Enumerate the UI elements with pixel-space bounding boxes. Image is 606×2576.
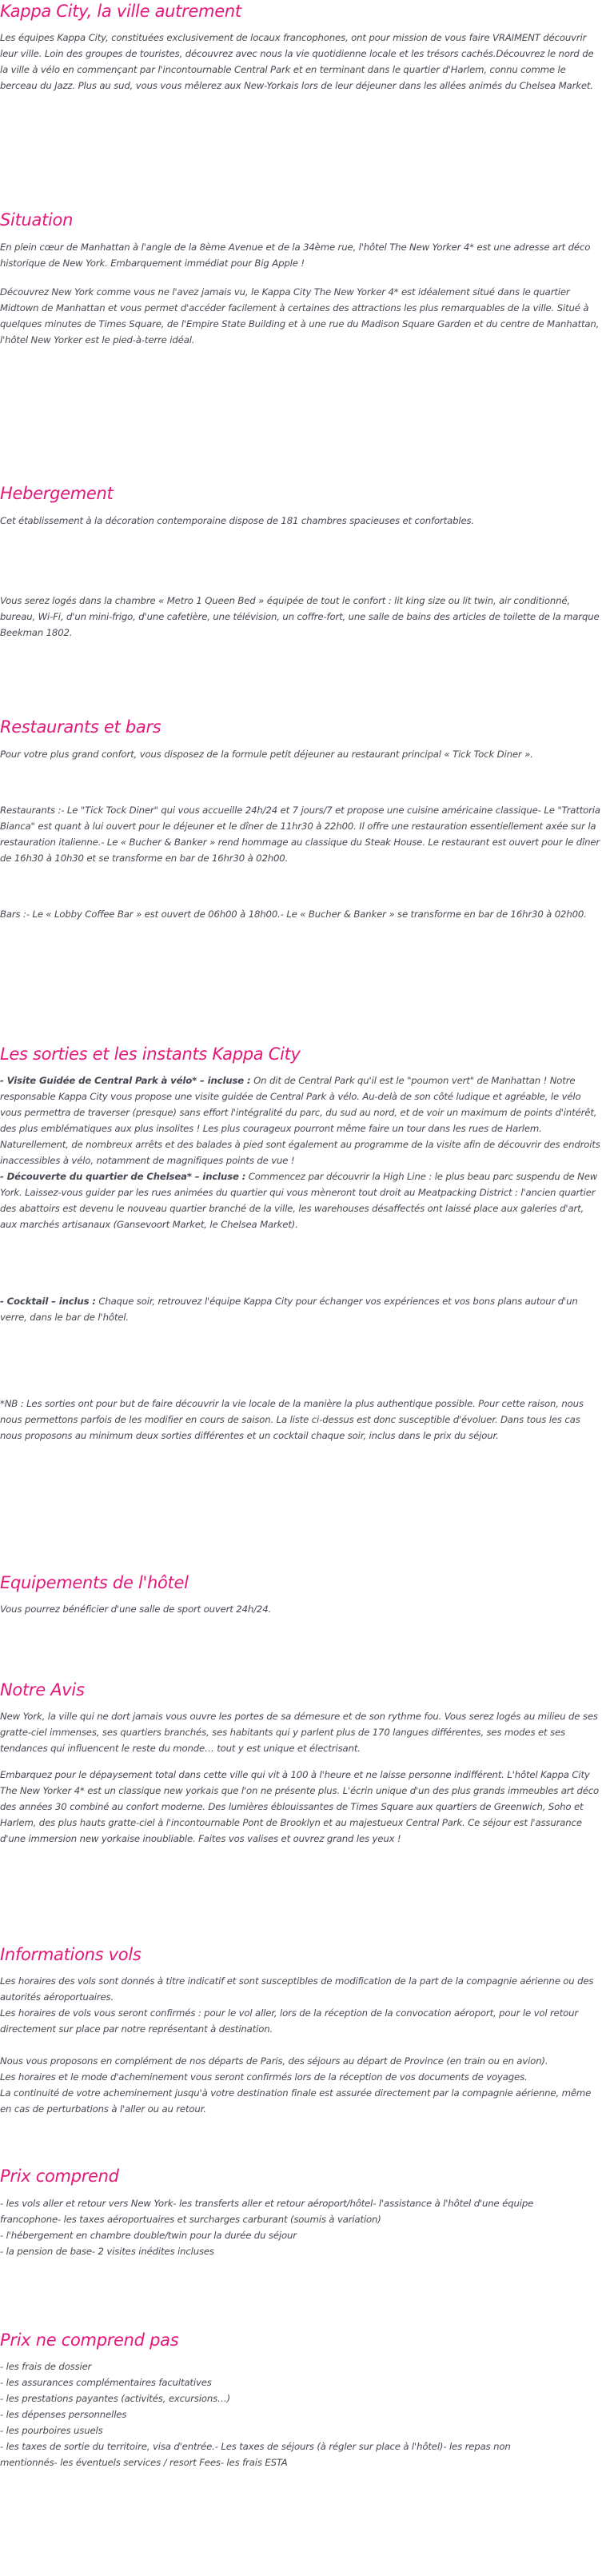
section-avis — [0, 1679, 601, 1847]
list-item: - les prestations payantes (activités, excursions…) — [0, 2393, 231, 2404]
prix-ne-comprend-list — [0, 2358, 601, 2470]
restaurants-paragraph-2: Restaurants :- Le "Tick Tock Diner" qui vous accueille 24h/24 et 7 jours/7 et propose une cuisine américaine classique- Le "Trattoria Bianca" est quant à lui ouvert pour le déjeuner et le dîner de 11hr30 à 22h00. Il offre une restauration essentiellement axée sur la restauration italienne.- Le « Bucher & Banker » rend hommage au classique du Steak House. Le restaurant est ouvert pour le dîner de 16h30 à 10h30 et se transforme en bar de 16hr30 à 02h00. — [0, 805, 600, 864]
section-sorties — [0, 1043, 601, 1444]
intro-paragraph: Les équipes Kappa City, constituées exclusivement de locaux francophones, ont pour mission de vous faire VRAIMENT découvrir leur ville. Loin des groupes de touristes, découvrez avec nous la vie quotidienne locale et les trésors cachés.Découvrez le nord de la ville à vélo en commençant par l'incontournable Central Park et en terminant dans le quartier d'Harlem, connu comme le berceau du Jazz. Plus au sud, vous vous mêlerez aux New-Yorkais lors de leur déjeuner dans les allées animés du Chelsea Market. — [0, 32, 594, 91]
section-hebergement — [0, 482, 601, 641]
section-vols — [0, 1943, 601, 2117]
situation-paragraph-2: Découvrez New York comme vous ne l'avez jamais vu, le Kappa City The New Yorker 4* est idéalement situé dans le quartier Midtown de Manhattan et vous permet d'accéder facilement à certaines des attractions les plus remarquables de la ville. Situé à quelques minutes de Times Square, de l'Empire State Building et à une rue du Madison Square Garden et du centre de Manhattan, l'hôtel New Yorker est le pied-à-terre idéal. — [0, 286, 600, 345]
sorties-paragraph-1 — [0, 1072, 601, 1232]
section-prix-ne-comprend — [0, 2329, 601, 2470]
section-prix-comprend — [0, 2165, 601, 2259]
section-equipements — [0, 1572, 601, 1617]
prix-comprend-list — [0, 2195, 601, 2259]
list-item: - les vols aller et retour vers New York- les transferts aller et retour aéroport/hôtel- l'assistance à l'hôtel d'une équipe — [0, 2198, 534, 2209]
vols-line: Les horaires de vols vous seront confirmés : pour le vol aller, lors de la réception de la convocation aéroport, pour le vol retour directement sur place par notre représentant à destination. — [0, 2007, 579, 2035]
section-intro — [0, 0, 601, 94]
situation-paragraph-1: En plein cœur de Manhattan à l'angle de la 8ème Avenue et de la 34ème rue, l'hôtel The New Yorker 4* est une adresse art déco historique de New York. Embarquement immédiat pour Big Apple ! — [0, 242, 591, 269]
restaurants-paragraph-3: Bars :- Le « Lobby Coffee Bar » est ouvert de 06h00 à 18h00.- Le « Bucher & Banker » se transforme en bar de 16hr30 à 02h00. — [0, 909, 587, 920]
activity-label-velo: - Visite Guidée de Central Park à vélo* – incluse : — [0, 1075, 251, 1086]
section-situation — [0, 209, 601, 348]
activity-text-cocktail: Chaque soir, retrouvez l'équipe Kappa City pour échanger vos expériences et vos bons plans autour d'un verre, dans le bar de l'hôtel. — [0, 1296, 578, 1323]
list-item: - les taxes de sortie du territoire, visa d'entrée.- Les taxes de séjours (à régler sur place à l'hôtel)- les repas non — [0, 2441, 511, 2452]
sorties-paragraph-2 — [0, 1293, 601, 1325]
list-item: - la pension de base- 2 visites inédites incluses — [0, 2246, 214, 2257]
equipements-paragraph: Vous pourrez bénéficier d'une salle de sport ouvert 24h/24. — [0, 1604, 272, 1615]
list-item: - les pourboires usuels — [0, 2425, 103, 2436]
section-title: Kappa City, la ville autrement — [0, 2, 241, 21]
vols-line: La continuité de votre acheminement jusqu'à votre destination finale est assurée directement par la compagnie aérienne, même en cas de perturbations à l'aller ou au retour. — [0, 2087, 592, 2115]
activity-label-cocktail: - Cocktail – inclus : — [0, 1296, 96, 1307]
activity-label-chelsea: - Découverte du quartier de Chelsea* – incluse : — [0, 1171, 246, 1182]
avis-paragraph-1: New York, la ville qui ne dort jamais vous ouvre les portes de sa démesure et de son rythme fou. Vous serez logés au milieu de ses gratte-ciel immenses, ses quartiers branchés, ses habitants qui y parlent plus de 170 langues différentes, ses modes et ses tendances qui influencent le reste du monde… tout y est unique et électrisant. — [0, 1711, 598, 1754]
list-item: - les frais de dossier — [0, 2361, 92, 2372]
list-item: - les dépenses personnelles — [0, 2409, 127, 2420]
list-item: francophone- les taxes aéroportuaires et surcharges carburant (soumis à variation) — [0, 2214, 381, 2225]
list-item: - l'hébergement en chambre double/twin pour la durée du séjour — [0, 2230, 297, 2241]
vols-line: Les horaires des vols sont donnés à titre indicatif et sont susceptibles de modification de la part de la compagnie aérienne ou des autorités aéroportuaires. — [0, 1975, 594, 2003]
hebergement-paragraph-2: Vous serez logés dans la chambre « Metro 1 Queen Bed » équipée de tout le confort : lit king size ou lit twin, air conditionné, bureau, Wi-Fi, d'un mini-frigo, d'une cafetière, une télévision, un coffre-fort, une salle de bains des articles de toilette de la marque Beekman 1802. — [0, 595, 600, 638]
list-item: mentionnés- les éventuels services / resort Fees- les frais ESTA — [0, 2457, 288, 2468]
section-title: Hebergement — [0, 484, 114, 503]
avis-paragraph-2: Embarquez pour le dépaysement total dans cette ville qui vit à 100 à l'heure et ne laisse personne indifférent. L'hôtel Kappa City The New Yorker 4* est un classique new yorkais que l'on ne présente plus. L'écrin unique d'un des plus grands immeubles art déco des années 30 combiné au confort moderne. Des lumières éblouissantes de Times Square aux quartiers de Greenwich, Soho et Harlem, des plus hauts gratte-ciel à l'incontournable Pont de Brooklyn et au majestueux Central Park. Ce séjour est l'assurance d'une immersion new yorkaise inoubliable. Faites vos valises et ouvrez grand les yeux ! — [0, 1769, 600, 1844]
section-title: Informations vols — [0, 1945, 142, 1964]
hebergement-paragraph-1: Cet établissement à la décoration contemporaine dispose de 181 chambres spacieuses et confortables. — [0, 515, 475, 526]
section-title: Equipements de l'hôtel — [0, 1573, 189, 1592]
section-title: Notre Avis — [0, 1680, 85, 1699]
vols-paragraph-2 — [0, 2053, 601, 2117]
vols-line: Les horaires et le mode d'acheminement vous seront confirmés lors de la réception de vos documents de voyages. — [0, 2071, 528, 2083]
sorties-note: *NB : Les sorties ont pour but de faire découvrir la vie locale de la manière la plus authentique possible. Pour cette raison, nous nous permettons parfois de les modifier en cours de saison. La liste ci-dessus est donc susceptible d'évoluer. Dans tous les cas nous proposons au minimum deux sorties différentes et un cocktail chaque soir, inclus dans le prix du séjour. — [0, 1398, 584, 1441]
section-title: Situation — [0, 210, 74, 230]
list-item: - les assurances complémentaires facultatives — [0, 2377, 212, 2388]
vols-line: Nous vous proposons en complément de nos départs de Paris, des séjours au départ de Province (en train ou en avion). — [0, 2055, 548, 2067]
activity-text-chelsea: Commencez par découvrir la High Line : le plus beau parc suspendu de New York. Laissez-vous guider par les rues animées du quartier qui vous mèneront tout droit au Meatpacking District : l'ancien quartier des abattoirs est devenu le nouveau quartier branché de la ville, les warehouses désaffectés ont laissé place aux galeries d'art, aux marchés artisanaux (Gansevoort Market, le Chelsea Market). — [0, 1171, 598, 1230]
section-title: Restaurants et bars — [0, 717, 161, 737]
restaurants-paragraph-1: Pour votre plus grand confort, vous disposez de la formule petit déjeuner au restaurant principal « Tick Tock Diner ». — [0, 749, 533, 760]
vols-paragraph-1 — [0, 1973, 601, 2037]
section-title: Les sorties et les instants Kappa City — [0, 1044, 301, 1064]
activity-text-velo: On dit de Central Park qu'il est le "poumon vert" de Manhattan ! Notre responsable Kappa City vous propose une visite guidée de Central Park à vélo. Au-delà de son côté ludique et agréable, le vélo vous permettra de traverser (presque) sans effort l'intégralité du parc, du sud au nord, et de voir un maximum de points d'intérêt, des plus emblématiques aux plus insolites ! Les plus courageux pourront même faire un tour dans les rues de Harlem. Naturellement, de nombreux arrêts et des balades à pied sont également au programme de la visite afin de découvrir des endroits inaccessibles à vélo, notamment de magnifiques points de vue ! — [0, 1075, 600, 1166]
section-title: Prix comprend — [0, 2167, 119, 2186]
section-title: Prix ne comprend pas — [0, 2330, 179, 2350]
section-restaurants — [0, 716, 601, 922]
